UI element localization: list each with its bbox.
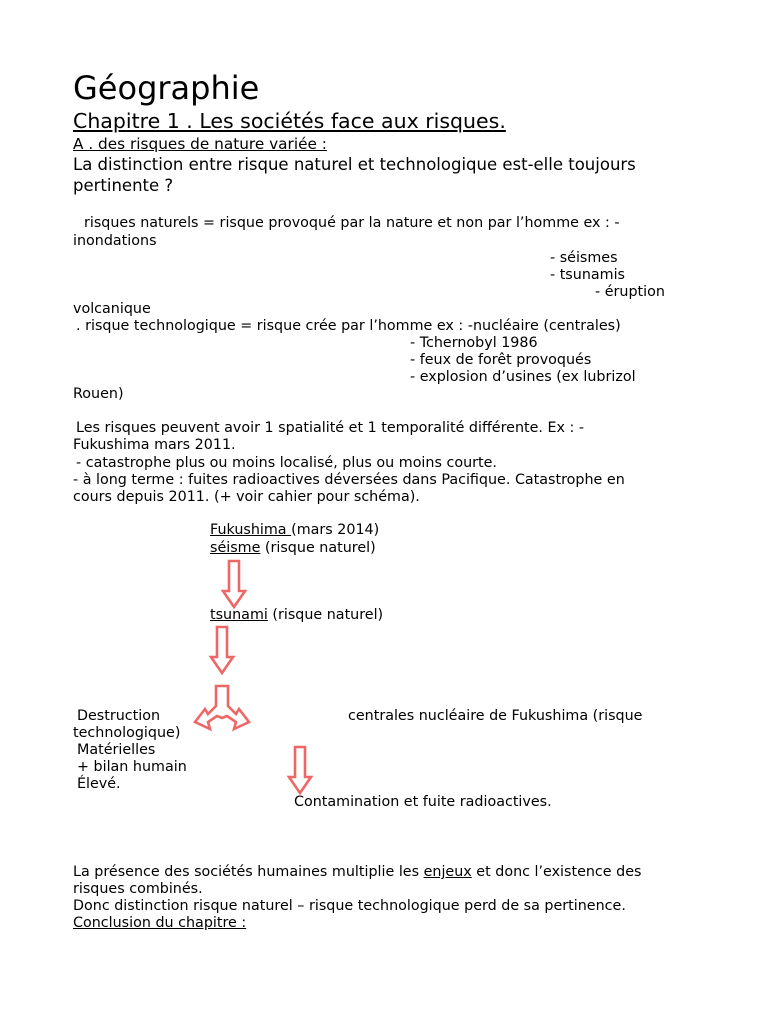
- diagram-bilan: + bilan humain: [77, 759, 187, 775]
- conclusion-heading: Conclusion du chapitre :: [73, 915, 247, 931]
- tech-risk-tchernobyl: - Tchernobyl 1986: [410, 335, 538, 351]
- chapter-heading: Chapitre 1 . Les sociétés face aux risques.: [73, 109, 506, 133]
- spatial-line-5: cours depuis 2011. (+ voir cahier pour schéma).: [73, 489, 420, 505]
- fukushima-date: (mars 2014): [291, 522, 380, 538]
- diagram-eleve: Élevé.: [77, 776, 121, 792]
- tsunami-type: (risque naturel): [267, 607, 384, 623]
- diagram-destruction: Destruction: [77, 708, 161, 724]
- diagram-materielles: Matérielles: [77, 742, 156, 758]
- diagram-technologique: technologique): [73, 725, 181, 741]
- tsunami-label: tsunami: [210, 607, 268, 623]
- tech-risk-rouen: Rouen): [73, 386, 124, 402]
- arrow-down-icon: [222, 560, 246, 608]
- enjeux-term: enjeux: [423, 864, 472, 880]
- arrow-down-icon: [210, 626, 234, 674]
- spatial-line-2: Fukushima mars 2011.: [73, 437, 236, 453]
- diagram-contamination: Contamination et fuite radioactives.: [294, 794, 552, 810]
- spatial-line-1: Les risques peuvent avoir 1 spatialité et 1 temporalité différente. Ex : -: [76, 420, 585, 436]
- conclusion-line-1a: La présence des sociétés humaines multiplie les: [73, 864, 424, 880]
- conclusion-line-1: [73, 864, 641, 881]
- question-line-2: pertinente ?: [73, 176, 174, 195]
- natural-risk-tsunamis: - tsunamis: [550, 267, 625, 283]
- conclusion-line-3: Donc distinction risque naturel – risque technologique perd de sa pertinence.: [73, 898, 626, 914]
- question-line-1: La distinction entre risque naturel et technologique est-elle toujours: [73, 155, 636, 174]
- conclusion-line-2: risques combinés.: [73, 881, 203, 897]
- section-a-heading: A . des risques de nature variée :: [73, 135, 327, 153]
- seisme-type: (risque naturel): [260, 540, 376, 556]
- fukushima-label: Fukushima: [210, 522, 292, 538]
- natural-risk-seismes: - séismes: [550, 250, 618, 266]
- spatial-line-3: - catastrophe plus ou moins localisé, plus ou moins courte.: [76, 455, 497, 471]
- natural-risk-line: risques naturels = risque provoqué par la nature et non par l’homme ex : -: [84, 215, 620, 231]
- tech-risk-explosion: - explosion d’usines (ex lubrizol: [410, 369, 636, 385]
- tech-risk-feux: - feux de forêt provoqués: [410, 352, 592, 368]
- tech-risk-line: . risque technologique = risque crée par l’homme ex : -nucléaire (centrales): [76, 318, 621, 334]
- diagram-seisme: [210, 540, 376, 557]
- diagram-tsunami: [210, 607, 383, 624]
- spatial-line-4: - à long terme : fuites radioactives déversées dans Pacifique. Catastrophe en: [73, 472, 625, 488]
- arrow-down-icon: [288, 746, 312, 794]
- seisme-label: séisme: [210, 540, 261, 556]
- natural-risk-eruption: - éruption: [595, 284, 665, 300]
- natural-risk-inondations: inondations: [73, 233, 157, 249]
- question-text: [73, 154, 636, 196]
- page-title: Géographie: [73, 69, 260, 107]
- diagram-centrales: centrales nucléaire de Fukushima (risque: [348, 708, 643, 724]
- natural-risk-volcanique: volcanique: [73, 301, 151, 317]
- split-arrow-icon: [192, 684, 252, 732]
- diagram-fukushima: [210, 522, 379, 539]
- conclusion-line-1b: et donc l’existence des: [471, 864, 642, 880]
